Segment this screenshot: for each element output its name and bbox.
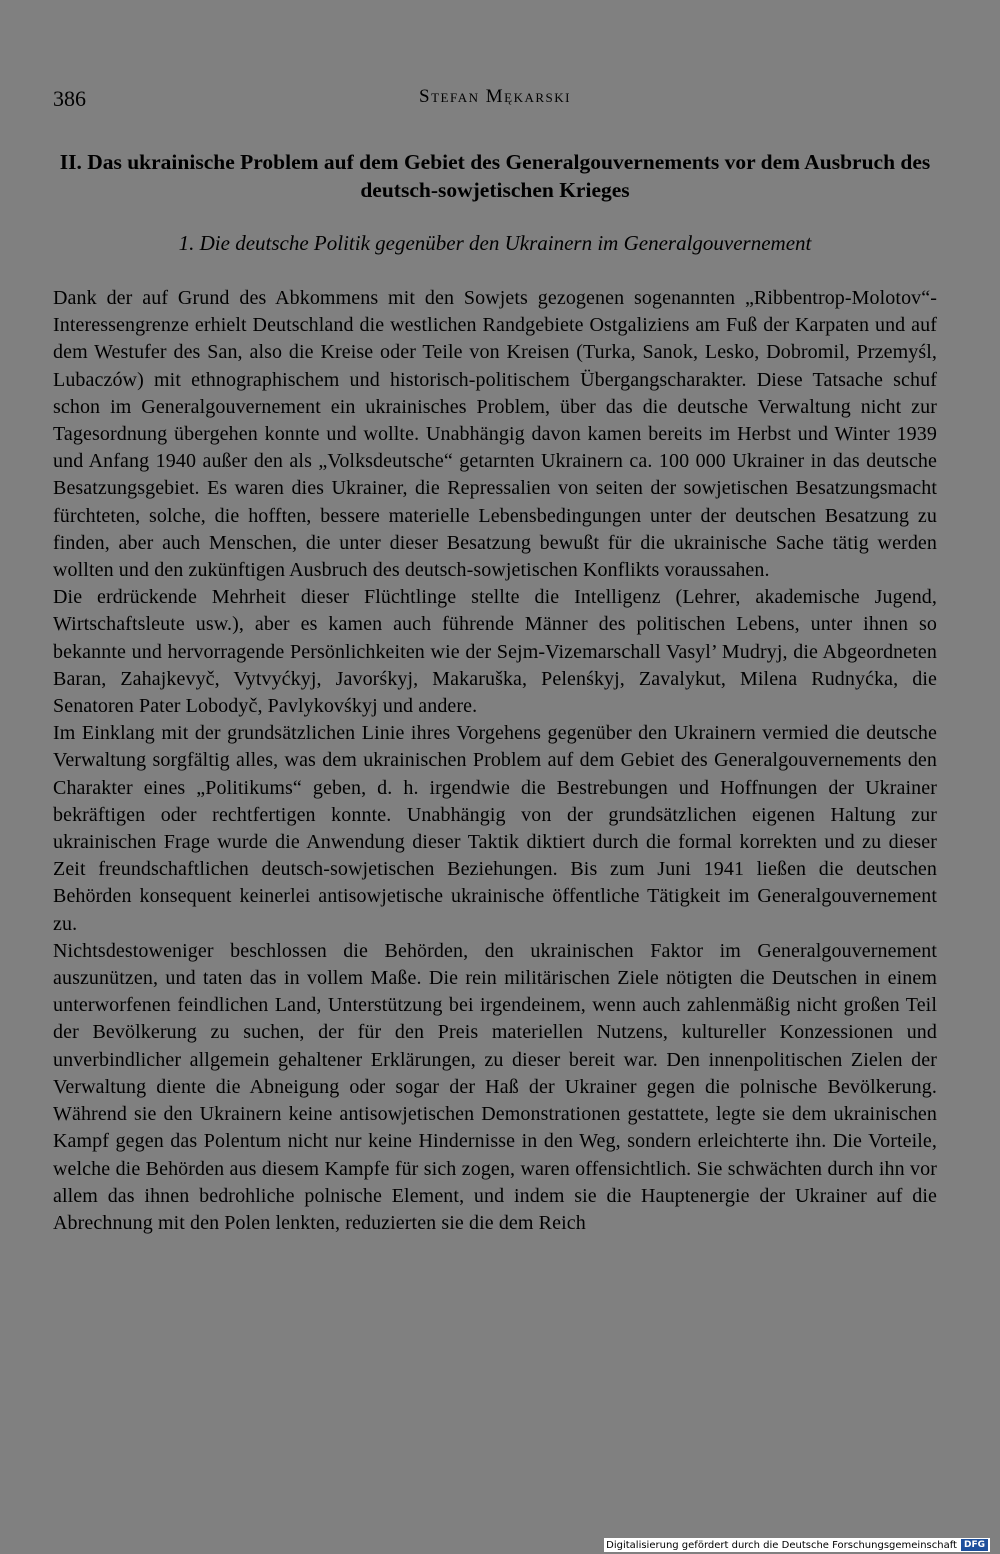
paragraph-4: Nichtsdestoweniger beschlossen die Behörden, den ukrainischen Faktor im Generalgouvernement auszunützen, und taten das in vollem Maße. Die rein militärischen Ziele nötigten die Deutschen in einem unterworfenen feindlichen Land, Unterstützung bei irgendeinem, wenn auch zahlenmäßig nicht großen Teil der Bevölkerung zu suchen, der für den Preis materiellen Nutzens, kultureller Konzessionen und unverbindlicher allgemein gehaltener Erklärungen, zu dieser bereit war. Den innenpolitischen Zielen der Verwaltung diente die Abneigung oder sogar der Haß der Ukrainer gegen die polnische Bevölkerung. Während sie den Ukrainern keine antisowjetischen Demonstrationen gestattete, legte sie dem ukrainischen Kampf gegen das Polentum nicht nur keine Hindernisse in den Weg, sondern erleichterte ihn. Die Vorteile, welche die Behörden aus diesem Kampfe für sich zogen, waren offensichtlich. Sie schwächten durch ihn vor allem das ihnen bedrohliche polnische Element, und indem sie die Hauptenergie der Ukrainer auf die Abrechnung mit den Polen lenkten, reduzierten sie die dem Reich xyxy=(53,939,937,1234)
dfg-logo: DFG xyxy=(961,1539,988,1551)
footer-text: Digitalisierung gefördert durch die Deutsche Forschungsgemeinschaft xyxy=(606,1539,957,1551)
page-number: 386 xyxy=(53,86,86,111)
paragraph-3: Im Einklang mit der grundsätzlichen Linie ihres Vorgehens gegenüber den Ukrainern vermied die deutsche Verwaltung sorgfältig alles, was dem ukrainischen Problem auf dem Gebiet des Generalgouvernements den Charakter eines „Politikums“ geben, d. h. irgendwie die Bestrebungen und Hoffnungen der Ukrainer bekräftigen oder rechtfertigen konnte. Unabhängig von der grundsätzlichen eigenen Haltung zur ukrainischen Frage wurde die Anwendung dieser Taktik diktiert durch die formal korrekten und zu dieser Zeit freundschaftlichen deutsch-sowjetischen Beziehungen. Bis zum Juni 1941 ließen die deutschen Behörden konsequent keinerlei antisowjetische ukrainische öffentliche Tätigkeit im Generalgouvernement zu. xyxy=(53,722,937,935)
footer xyxy=(604,1538,990,1552)
page-header xyxy=(53,86,937,116)
running-head: Stefan Mękarski xyxy=(419,86,571,107)
body-text xyxy=(53,285,937,1237)
paragraph-1: Dank der auf Grund des Abkommens mit den Sowjets gezogenen sogenannten „Ribbentrop-Molotov“-Interessengrenze erhielt Deutschland die westlichen Randgebiete Ostgaliziens am Fuß der Karpaten und auf dem Westufer des San, also die Kreise oder Teile von Kreisen (Turka, Sanok, Lesko, Dobromil, Przemyśl, Lubaczów) mit ethnographischem und historisch-politischem Übergangscharakter. Diese Tatsache schuf schon im Generalgouvernement ein ukrainisches Problem, über das die deutsche Verwaltung nicht zur Tagesordnung übergehen konnte und wollte. Unabhängig davon kamen bereits im Herbst und Winter 1939 und Anfang 1940 außer den als „Volksdeutsche“ getarnten Ukrainern ca. 100 000 Ukrainer in das deutsche Besatzungsgebiet. Es waren dies Ukrainer, die Repressalien von seiten der sowjetischen Besatzungsmacht fürchteten, solche, die hofften, bessere materielle Lebensbedingungen unter der deutschen Besatzung zu finden, aber auch Menschen, die unter dieser Besatzung bewußt für die ukrainische Sache tätig werden wollten und den zukünftigen Ausbruch des deutsch-sowjetischen Konflikts voraussahen. xyxy=(53,287,937,582)
subsection-title: 1. Die deutsche Politik gegenüber den Ukrainern im Generalgouvernement xyxy=(178,231,812,255)
section-title: II. Das ukrainische Problem auf dem Gebiet des Generalgouvernements vor dem Ausbruch des deutsch-sowjetischen Krieges xyxy=(59,150,931,202)
paragraph-2: Die erdrückende Mehrheit dieser Flüchtlinge stellte die Intelligenz (Lehrer, akademische Jugend, Wirtschaftsleute usw.), aber es kamen auch führende Männer des politischen Lebens, unter ihnen so bekannte und hervorragende Persönlichkeiten wie der Sejm-Vizemarschall Vasyl’ Mudryj, die Abgeordneten Baran, Zahajkevyč, Vytvyćkyj, Javorśkyj, Makaruška, Pelenśkyj, Zavalykut, Milena Rudnyćka, die Senatoren Pater Lobodyč, Pavlykovśkyj und andere. xyxy=(53,586,937,718)
